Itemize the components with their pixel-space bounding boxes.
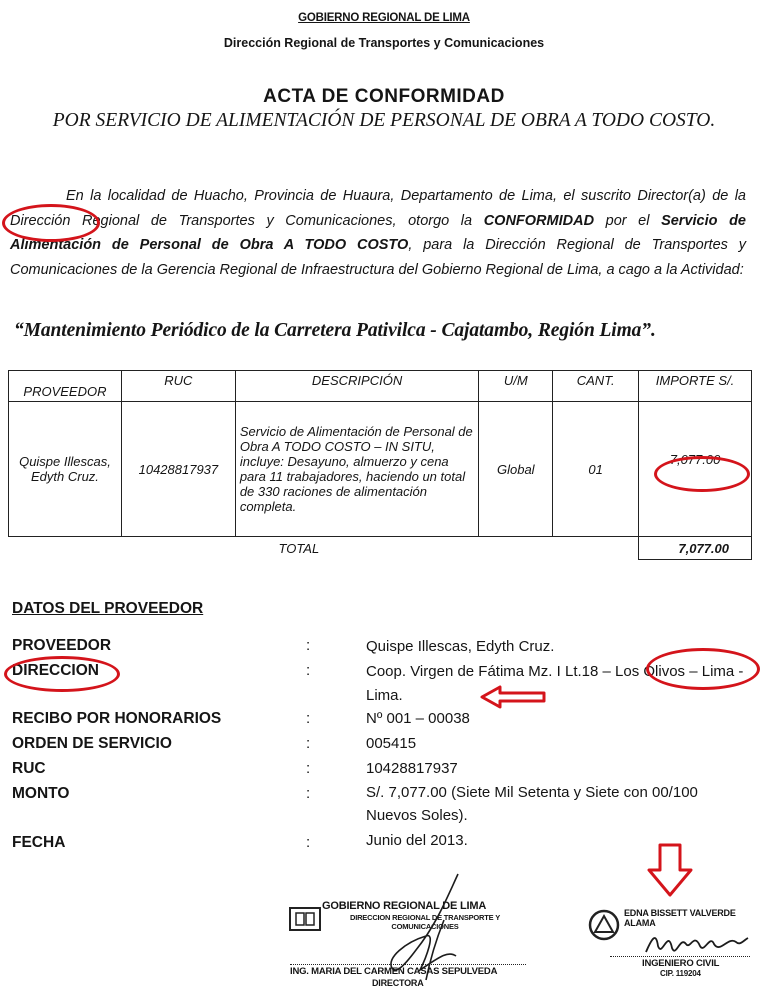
cell-importe: 7,077.00 xyxy=(639,402,752,537)
value-fecha: Junio del 2013. xyxy=(366,832,468,849)
col-header-descripcion: DESCRIPCIÓN xyxy=(235,371,479,402)
colon: : xyxy=(306,637,311,654)
label-direccion: DIRECCION xyxy=(12,662,99,679)
cell-descripcion: Servicio de Alimentación de Personal de Obra A TODO COSTO – IN SITU, incluye: Desayuno, almuerzo y cena para 11 trabajadores, haciendo un total de 330 raciones de alimentación completa. xyxy=(235,402,479,537)
value-ruc: 10428817937 xyxy=(366,760,458,777)
right-signer-cip: CIP. 119204 xyxy=(660,969,701,978)
intro-bold-2: Servicio de Alimentación de Personal de Obra A TODO COSTO xyxy=(10,212,746,253)
left-signer-name: ING. MARIA DEL CARMEN CASAS SEPULVEDA xyxy=(290,966,498,977)
document-title: ACTA DE CONFORMIDAD xyxy=(263,86,505,107)
left-signature-line xyxy=(290,964,526,965)
document-subtitle: POR SERVICIO DE ALIMENTACIÓN DE PERSONAL DE OBRA A TODO COSTO. xyxy=(52,110,716,131)
cell-ruc: 10428817937 xyxy=(121,402,235,537)
colon: : xyxy=(306,662,311,679)
annotation-ellipse-director xyxy=(2,204,100,242)
intro-text-1: En la localidad de Huacho, Provincia de Huaura, Departamento de Lima, el suscrito Director(a) de la Dirección Regional de Transportes y Comunicaciones, otorgo la xyxy=(10,188,746,229)
service-table xyxy=(8,370,752,560)
left-signer-role: DIRECTORA xyxy=(372,978,424,988)
colon: : xyxy=(306,735,311,752)
cell-proveedor: Quispe Illescas, Edyth Cruz. xyxy=(9,402,122,537)
annotation-ellipse-importe xyxy=(654,456,750,492)
value-proveedor: Quispe Illescas, Edyth Cruz. xyxy=(366,638,555,655)
col-header-importe: IMPORTE S/. xyxy=(639,371,752,402)
label-monto: MONTO xyxy=(12,785,70,802)
right-signature-line xyxy=(610,956,750,957)
intro-text-2: por el xyxy=(594,212,662,229)
regional-seal-icon xyxy=(288,906,322,932)
intro-text-3: , para la Dirección Regional de Transportes y Comunicaciones de la Gerencia Regional de Infraestructura del Gobierno Regional de Lima, a cago a la Actividad: xyxy=(10,237,746,278)
directorate-name: Dirección Regional de Transportes y Comunicaciones xyxy=(223,36,545,50)
colon: : xyxy=(306,760,311,777)
colon: : xyxy=(306,834,311,851)
table-row xyxy=(9,402,752,537)
intro-bold-1: CONFORMIDAD xyxy=(483,212,595,229)
right-signer-role: INGENIERO CIVIL xyxy=(642,958,720,969)
activity-name: “Mantenimiento Periódico de la Carretera Pativilca - Cajatambo, Región Lima”. xyxy=(14,320,656,341)
label-ruc: RUC xyxy=(12,760,46,777)
value-direccion: Coop. Virgen de Fátima Mz. I Lt.18 – Los Olivos – Lima - Lima. xyxy=(366,663,744,704)
value-orden: 005415 xyxy=(366,735,417,752)
annotation-left-arrow-icon xyxy=(478,684,548,710)
col-header-ruc: RUC xyxy=(121,371,235,402)
label-fecha: FECHA xyxy=(12,834,66,851)
intro-paragraph xyxy=(10,184,746,282)
annotation-ellipse-direccion xyxy=(4,656,120,692)
col-header-um: U/M xyxy=(479,371,553,402)
engineer-seal-icon xyxy=(588,908,620,942)
col-header-proveedor: PROVEEDOR xyxy=(9,371,122,402)
annotation-down-arrow-icon xyxy=(646,842,694,898)
total-label: TOTAL xyxy=(9,537,639,560)
left-stamp-line2: DIRECCION REGIONAL DE TRANSPORTE Y COMUNICACIONES xyxy=(349,913,501,931)
label-proveedor: PROVEEDOR xyxy=(12,637,112,654)
colon: : xyxy=(306,785,311,802)
provider-section-title: DATOS DEL PROVEEDOR xyxy=(12,600,204,617)
left-stamp-line1: GOBIERNO REGIONAL DE LIMA xyxy=(322,900,487,912)
table-total-row xyxy=(9,537,752,560)
value-monto: S/. 7,077.00 (Siete Mil Setenta y Siete con 00/100 Nuevos Soles). xyxy=(366,784,698,824)
label-orden: ORDEN DE SERVICIO xyxy=(12,735,172,752)
cell-um: Global xyxy=(479,402,553,537)
colon: : xyxy=(306,710,311,727)
organization-name: GOBIERNO REGIONAL DE LIMA xyxy=(298,12,470,24)
annotation-ellipse-los-olivos xyxy=(646,648,760,690)
cell-cant: 01 xyxy=(553,402,639,537)
right-signer-name: EDNA BISSETT VALVERDE ALAMA xyxy=(624,908,736,928)
value-recibo: Nº 001 – 00038 xyxy=(366,710,470,727)
label-recibo: RECIBO POR HONORARIOS xyxy=(12,710,222,727)
col-header-cant: CANT. xyxy=(553,371,639,402)
total-value: 7,077.00 xyxy=(639,537,752,560)
